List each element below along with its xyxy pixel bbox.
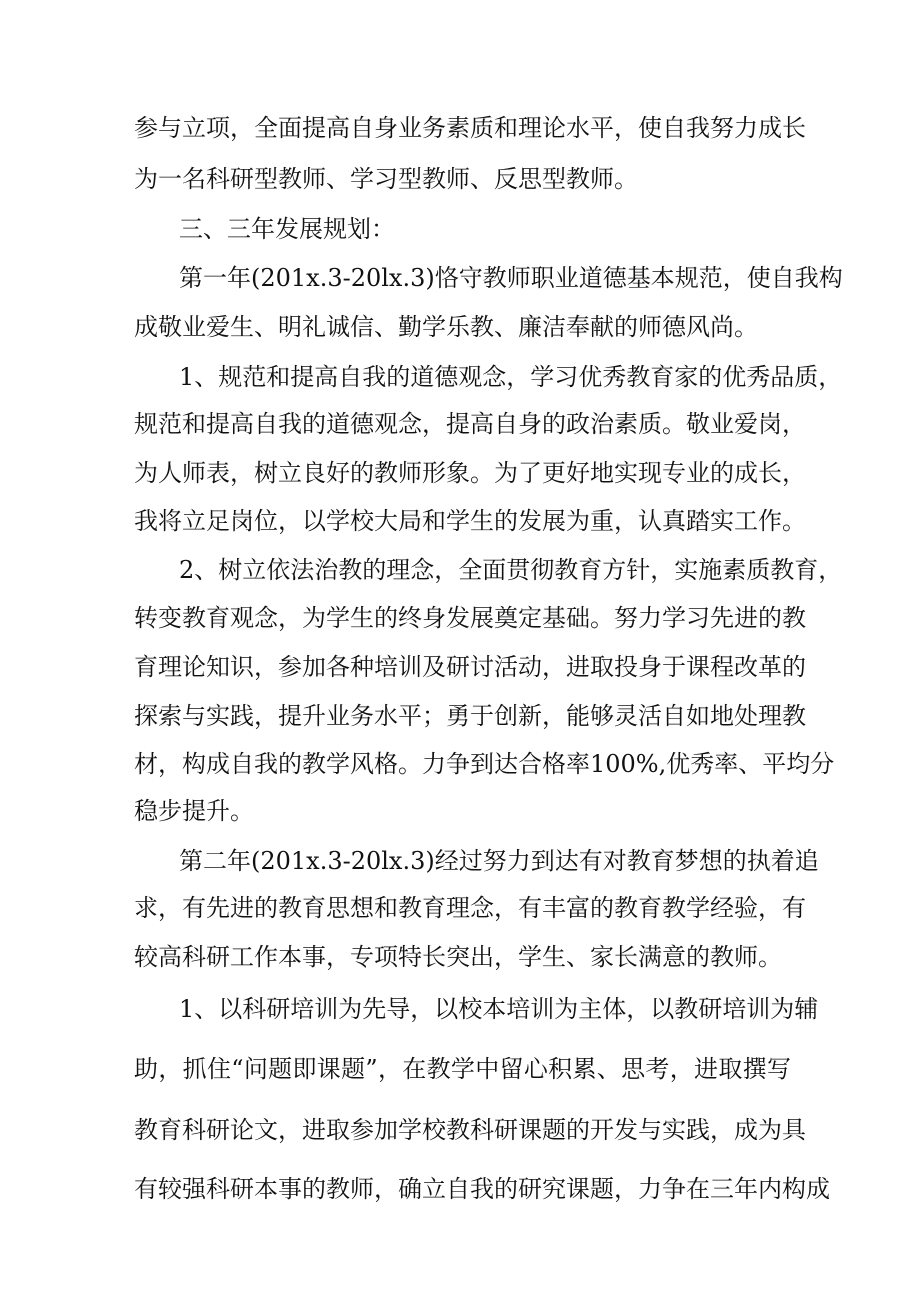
text-line: 成敬业爱生、明礼诚信、勤学乐教、廉洁奉献的师德风尚。 <box>134 313 758 341</box>
text-line: 参与立项，全面提高自身业务素质和理论水平，使自我努力成长 <box>134 114 806 142</box>
text-line: 有较强科研本事的教师，确立自我的研究课题，力争在三年内构成 <box>134 1175 830 1203</box>
text-line: 为人师表，树立良好的教师形象。为了更好地实现专业的成长， <box>134 459 806 487</box>
text-line: 教育科研论文，进取参加学校教科研课题的开发与实践，成为具 <box>134 1116 806 1144</box>
text-line: 求，有先进的教育思想和教育理念，有丰富的教育教学经验，有 <box>134 894 806 922</box>
text-line: 第一年(201x.3-20lx.3)恪守教师职业道德基本规范，使自我构 <box>179 264 843 292</box>
text-line: 助，抓住“问题即课题”，在教学中留心积累、思考，进取撰写 <box>134 1055 791 1083</box>
text-line: 1、规范和提高自我的道德观念，学习优秀教育家的优秀品质， <box>179 363 843 391</box>
text-line: 为一名科研型教师、学习型教师、反思型教师。 <box>134 165 638 193</box>
text-line: 育理论知识，参加各种培训及研讨活动，进取投身于课程改革的 <box>134 653 806 681</box>
text-line: 探索与实践，提升业务水平；勇于创新，能够灵活自如地处理教 <box>134 702 806 730</box>
text-line: 转变教育观念，为学生的终身发展奠定基础。努力学习先进的教 <box>134 604 806 632</box>
text-line: 第二年(201x.3-20lx.3)经过努力到达有对教育梦想的执着追 <box>179 847 819 875</box>
text-line: 材，构成自我的教学风格。力争到达合格率100%,优秀率、平均分 <box>134 750 835 778</box>
text-line: 我将立足岗位，以学校大局和学生的发展为重，认真踏实工作。 <box>134 507 806 535</box>
text-line: 较高科研工作本事，专项特长突出，学生、家长满意的教师。 <box>134 943 782 971</box>
section-heading: 三、三年发展规划： <box>179 215 395 243</box>
text-line: 1、以科研培训为先导，以校本培训为主体，以教研培训为辅 <box>179 995 819 1023</box>
text-line: 规范和提高自我的道德观念，提高自身的政治素质。敬业爱岗， <box>134 410 806 438</box>
text-line: 稳步提升。 <box>134 797 254 825</box>
text-line: 2、树立依法治教的理念，全面贯彻教育方针，实施素质教育， <box>179 556 843 584</box>
